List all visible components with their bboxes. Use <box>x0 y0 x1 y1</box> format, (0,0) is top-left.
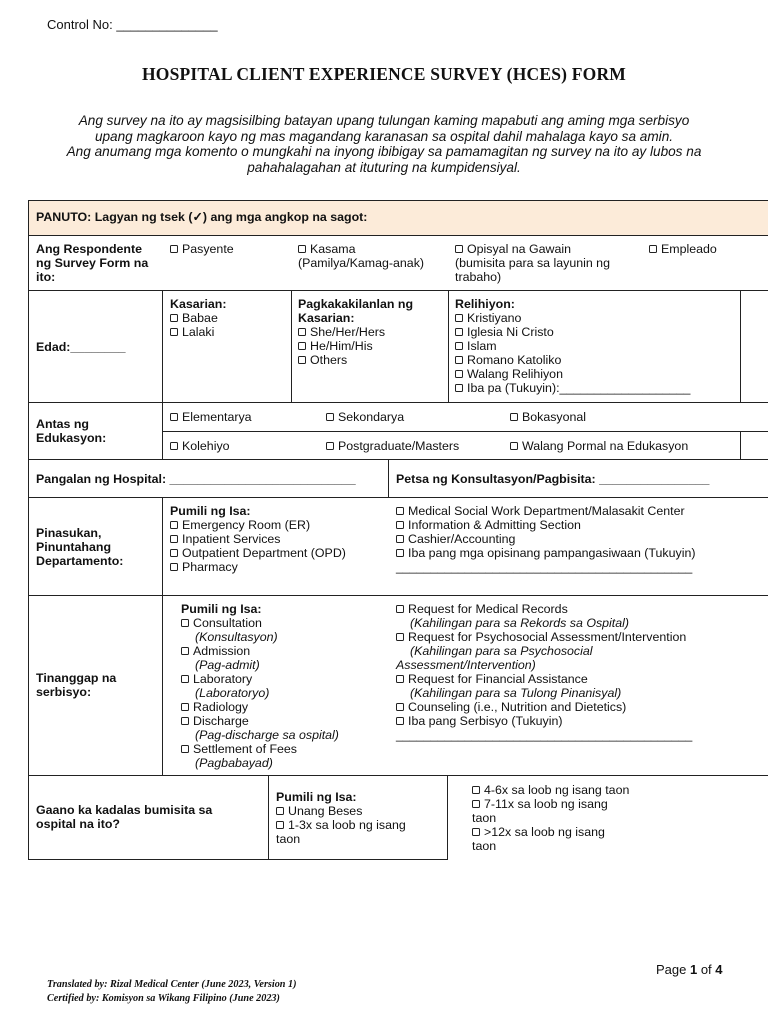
respondent-option-pasyente[interactable]: Pasyente <box>170 242 234 256</box>
respondent-label: Ang Respondente ng Survey Form na ito: <box>36 242 149 284</box>
departamento-option[interactable]: Iba pang mga opisinang pampangasiwaan (Tukuyin) <box>396 546 695 560</box>
checkbox-icon[interactable] <box>396 703 404 711</box>
checkbox-icon[interactable] <box>298 245 306 253</box>
checkbox-icon[interactable] <box>276 807 284 815</box>
checkbox-icon[interactable] <box>510 442 518 450</box>
pagkakakilanlan-option[interactable]: He/Him/His <box>298 339 413 353</box>
checkbox-icon[interactable] <box>181 703 189 711</box>
checkbox-icon[interactable] <box>455 245 463 253</box>
relihiyon-option[interactable]: Walang Relihiyon <box>455 367 690 381</box>
kasarian-group: Kasarian: Babae Lalaki <box>170 297 227 339</box>
kasarian-option[interactable]: Babae <box>170 311 226 325</box>
departamento-label: Pinasukan, Pinuntahang Departamento: <box>36 526 124 568</box>
checkbox-icon[interactable] <box>396 535 404 543</box>
departamento-other-field[interactable]: ___________________________________________ <box>396 560 693 574</box>
hospital-name-field[interactable]: Pangalan ng Hospital: ___________________________ <box>36 472 356 486</box>
checkbox-icon[interactable] <box>396 507 404 515</box>
serbisyo-other-field[interactable]: ___________________________________________ <box>396 728 693 742</box>
departamento-option[interactable]: Medical Social Work Department/Malasakit Center <box>396 504 695 518</box>
departamento-left-options: Pumili ng Isa: Emergency Room (ER) Inpatient Services Outpatient Department (OPD) Pharmacy <box>170 504 346 574</box>
checkbox-icon[interactable] <box>649 245 657 253</box>
checkbox-icon[interactable] <box>455 342 463 350</box>
serbisyo-left-options: Pumili ng Isa: Consultation (Konsultasyon) Admission (Pag-admit) Laboratory (Laboratoryo) Radiology Discharge (Pag-discharge sa ospital) Settlement of Fees (Pagbabayad) <box>181 602 339 770</box>
translated-by: Translated by: Rizal Medical Center (June 2023, Version 1) <box>47 979 297 990</box>
relihiyon-option[interactable]: Kristiyano <box>455 311 690 325</box>
edukasyon-option[interactable]: Sekondarya <box>326 410 404 424</box>
checkbox-icon[interactable] <box>472 800 480 808</box>
edukasyon-option[interactable]: Elementarya <box>170 410 252 424</box>
checkbox-icon[interactable] <box>510 413 518 421</box>
certified-by: Certified by: Komisyon sa Wikang Filipino (June 2023) <box>47 993 280 1004</box>
checkbox-icon[interactable] <box>170 442 178 450</box>
dalas-option[interactable]: 7-11x sa loob ng isang <box>472 797 629 811</box>
serbisyo-option[interactable]: Laboratory <box>181 672 339 686</box>
serbisyo-option[interactable]: Request for Financial Assistance <box>396 672 692 686</box>
checkbox-icon[interactable] <box>170 328 178 336</box>
checkbox-icon[interactable] <box>455 384 463 392</box>
intro-line: upang magkaroon kayo ng mas magandang karanasan sa ospital dahil mahalaga kayo sa amin. <box>94 128 674 144</box>
serbisyo-right-options: Request for Medical Records (Kahilingan para sa Rekords sa Ospital) Request for Psychosocial Assessment/Intervention (Kahilingan para sa Psychosocial Assessment/Intervention) Request for Financial Assistance (Kahilingan para sa Tulong Pinanisyal) Counseling (i.e., Nutrition and Dietetics) Iba pang Serbisyo (Tukuyin) ___________________________________________ <box>396 602 693 742</box>
checkbox-icon[interactable] <box>472 786 480 794</box>
checkbox-icon[interactable] <box>181 717 189 725</box>
pagkakakilanlan-option[interactable]: She/Her/Hers <box>298 325 413 339</box>
visit-date-field[interactable]: Petsa ng Konsultasyon/Pagbisita: ________________ <box>396 472 710 486</box>
checkbox-icon[interactable] <box>298 328 306 336</box>
checkbox-icon[interactable] <box>455 370 463 378</box>
intro-line: Ang anumang mga komento o mungkahi na inyong ibibigay sa pamamagitan ng survey na ito ay lubos na <box>66 144 702 159</box>
checkbox-icon[interactable] <box>455 356 463 364</box>
respondent-option-kasama[interactable]: Kasama (Pamilya/Kamag-anak) <box>298 242 425 270</box>
checkbox-icon[interactable] <box>326 442 334 450</box>
serbisyo-option[interactable]: Counseling (i.e., Nutrition and Dietetics) <box>396 700 692 714</box>
edukasyon-option[interactable]: Walang Pormal na Edukasyon <box>510 439 688 453</box>
intro-line: Ang survey na ito ay magsisilbing batayan upang tulungan kaming mapabuti ang aming mga serbisyo <box>78 113 690 128</box>
dalas-option[interactable]: 4-6x sa loob ng isang taon <box>472 783 629 797</box>
checkbox-icon[interactable] <box>326 413 334 421</box>
checkbox-icon[interactable] <box>170 535 178 543</box>
pagkakakilanlan-group: Pagkakakilanlan ng Kasarian: She/Her/Hers He/Him/His Others <box>298 297 414 367</box>
page-number: Page 1 of 4 <box>656 962 723 977</box>
edad-field[interactable]: Edad:________ <box>36 340 126 354</box>
checkbox-icon[interactable] <box>170 314 178 322</box>
relihiyon-option[interactable]: Islam <box>455 339 690 353</box>
edukasyon-label: Antas ng Edukasyon: <box>36 417 107 445</box>
checkbox-icon[interactable] <box>276 821 284 829</box>
checkbox-icon[interactable] <box>396 549 404 557</box>
dalas-option[interactable]: >12x sa loob ng isang <box>472 825 629 839</box>
departamento-option[interactable]: Inpatient Services <box>170 532 346 546</box>
checkbox-icon[interactable] <box>396 717 404 725</box>
checkbox-icon[interactable] <box>181 675 189 683</box>
departamento-option[interactable]: Outpatient Department (OPD) <box>170 546 346 560</box>
departamento-option[interactable]: Information & Admitting Section <box>396 518 695 532</box>
relihiyon-group: Relihiyon: Kristiyano Iglesia Ni Cristo Islam Romano Katoliko Walang Relihiyon Iba pa (Tukuyin):___________________ <box>455 297 691 395</box>
serbisyo-option[interactable]: Request for Medical Records <box>396 602 692 616</box>
checkbox-icon[interactable] <box>170 245 178 253</box>
relihiyon-option[interactable]: Iba pa (Tukuyin):___________________ <box>455 381 690 395</box>
respondent-option-empleado[interactable]: Empleado <box>649 242 717 256</box>
kasarian-option[interactable]: Lalaki <box>170 325 226 339</box>
serbisyo-option[interactable]: Request for Psychosocial Assessment/Intervention <box>396 630 692 644</box>
dalas-option[interactable]: Unang Beses <box>276 804 406 818</box>
dalas-right-options: 4-6x sa loob ng isang taon 7-11x sa loob ng isang taon >12x sa loob ng isang taon <box>472 783 630 853</box>
serbisyo-option[interactable]: Consultation <box>181 616 339 630</box>
checkbox-icon[interactable] <box>298 342 306 350</box>
edukasyon-option[interactable]: Kolehiyo <box>170 439 230 453</box>
checkbox-icon[interactable] <box>170 521 178 529</box>
checkbox-icon[interactable] <box>181 745 189 753</box>
serbisyo-option[interactable]: Iba pang Serbisyo (Tukuyin) <box>396 714 692 728</box>
departamento-right-options <box>396 504 695 574</box>
departamento-option[interactable]: Emergency Room (ER) <box>170 518 346 532</box>
dalas-left-options: Pumili ng Isa: Unang Beses 1-3x sa loob ng isang taon <box>276 790 406 846</box>
checkbox-icon[interactable] <box>455 314 463 322</box>
serbisyo-option[interactable]: Discharge <box>181 714 339 728</box>
intro-line: pahahalagahan at ituturing na kumpidensiyal. <box>247 159 521 175</box>
respondent-option-opisyal[interactable]: Opisyal na Gawain (bumisita para sa layunin ng trabaho) <box>455 242 610 284</box>
footer-credits <box>47 978 297 1006</box>
relihiyon-option[interactable]: Iglesia Ni Cristo <box>455 325 690 339</box>
checkbox-icon[interactable] <box>170 549 178 557</box>
checkbox-icon[interactable] <box>472 828 480 836</box>
serbisyo-option[interactable]: Radiology <box>181 700 339 714</box>
checkbox-icon[interactable] <box>298 356 306 364</box>
checkbox-icon[interactable] <box>455 328 463 336</box>
pagkakakilanlan-option[interactable]: Others <box>298 353 413 367</box>
serbisyo-option[interactable]: Settlement of Fees <box>181 742 339 756</box>
checkbox-icon[interactable] <box>181 619 189 627</box>
serbisyo-option[interactable]: Admission <box>181 644 339 658</box>
panuto-instruction: PANUTO: Lagyan ng tsek (✓) ang mga angkop na sagot: <box>36 210 368 224</box>
edukasyon-option[interactable]: Bokasyonal <box>510 410 586 424</box>
dalas-option[interactable]: 1-3x sa loob ng isang <box>276 818 406 832</box>
checkbox-icon[interactable] <box>396 675 404 683</box>
control-number: Control No: ______________ <box>47 17 218 32</box>
relihiyon-option[interactable]: Romano Katoliko <box>455 353 690 367</box>
serbisyo-label: Tinanggap na serbisyo: <box>36 671 117 699</box>
departamento-option[interactable]: Pharmacy <box>170 560 346 574</box>
checkbox-icon[interactable] <box>396 521 404 529</box>
departamento-option[interactable]: Cashier/Accounting <box>396 532 695 546</box>
form-title: HOSPITAL CLIENT EXPERIENCE SURVEY (HCES) FORM <box>141 64 627 84</box>
checkbox-icon[interactable] <box>396 605 404 613</box>
checkbox-icon[interactable] <box>170 563 178 571</box>
dalas-label: Gaano ka kadalas bumisita sa ospital na ito? <box>36 803 213 831</box>
checkbox-icon[interactable] <box>181 647 189 655</box>
edukasyon-option[interactable]: Postgraduate/Masters <box>326 439 459 453</box>
checkbox-icon[interactable] <box>170 413 178 421</box>
checkbox-icon[interactable] <box>396 633 404 641</box>
intro-paragraph <box>40 113 728 175</box>
